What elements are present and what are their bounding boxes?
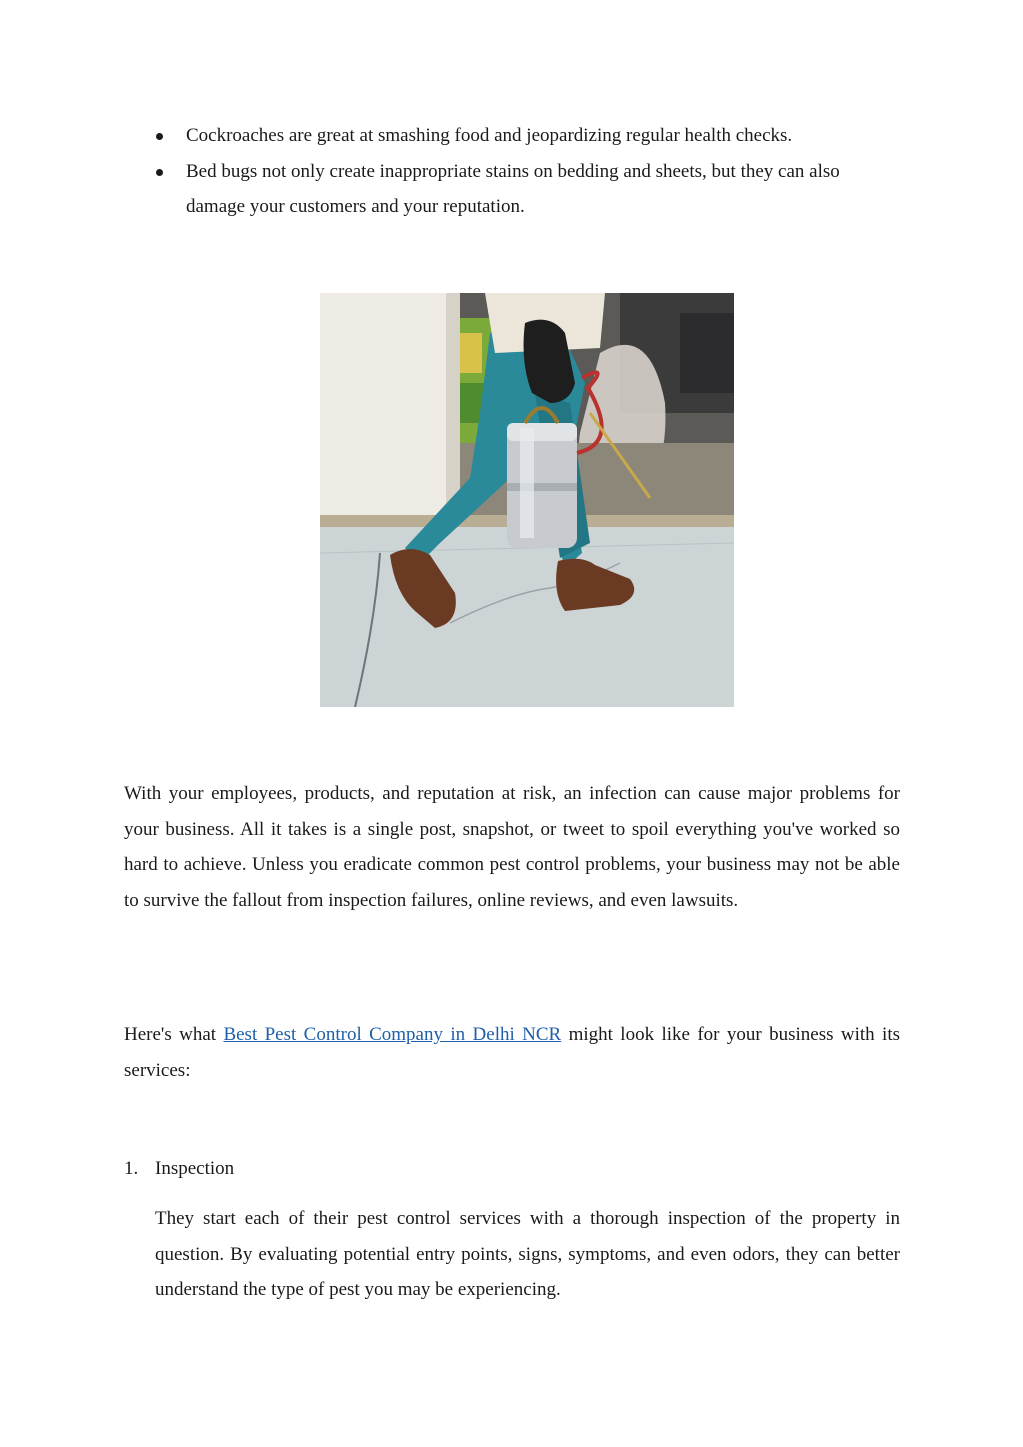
services-intro-before: Here's what [124,1024,224,1045]
services-intro-after: might look like for your business with its services: [124,1024,900,1081]
bullet-item [124,154,900,225]
bullet-list [124,118,900,225]
services-intro-paragraph [124,1017,900,1088]
bullet-text: Cockroaches are great at smashing food and jeopardizing regular health checks. [186,125,793,146]
inspection-paragraph: They start each of their pest control services with a thorough inspection of the property in question. By evaluating potential entry points, signs, symptoms, and even odors, they can better understand the type of pest you may be experiencing. [155,1208,900,1301]
pest-control-technician-photo [320,293,734,707]
bullet-text: Bed bugs not only create inappropriate stains on bedding and sheets, but they can also damage your customers and your reputation. [186,160,840,218]
best-pest-control-link[interactable]: Best Pest Control Company in Delhi NCR [223,1024,562,1045]
bullet-item [124,118,900,154]
numbered-item-heading [124,1151,900,1187]
bullet-dot-icon [156,133,163,140]
bullet-dot-icon [156,169,163,176]
item-number: 1. [124,1158,139,1179]
item-title: Inspection [155,1158,235,1179]
risk-paragraph: With your employees, products, and reputation at risk, an infection can cause major problems for your business. All it takes is a single post, snapshot, or tweet to spoil everything you've worked so hard to achieve. Unless you eradicate common pest control problems, your business may not be able to survive the fallout from inspection failures, online reviews, and even lawsuits. [124,783,900,911]
